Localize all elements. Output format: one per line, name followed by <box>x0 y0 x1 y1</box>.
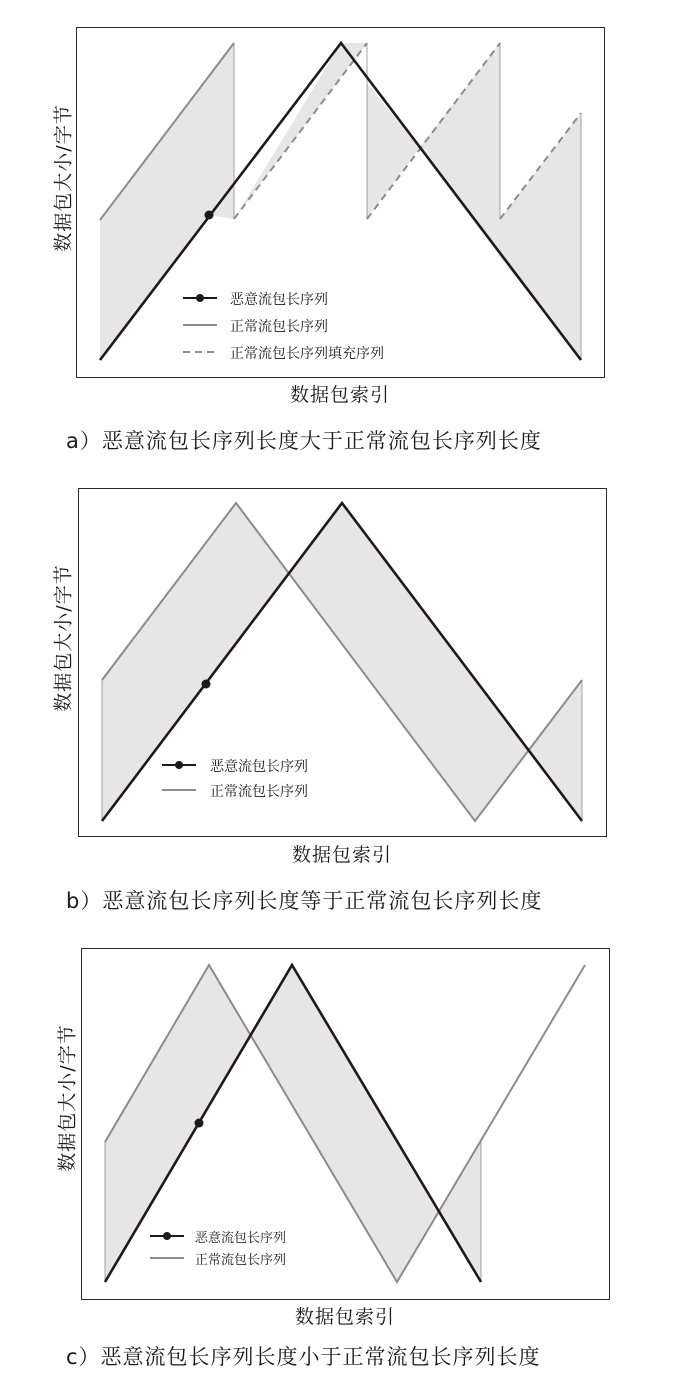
y-axis-label-a: 数据包大小/字节 <box>52 104 75 252</box>
y-axis-label-c: 数据包大小/字节 <box>56 1024 79 1172</box>
shaded-gap-a4 <box>419 43 500 257</box>
legend-marker-malicious-c <box>163 1232 171 1240</box>
legend-label-malicious-c: 恶意流包长序列 <box>195 1231 287 1246</box>
caption-b: b）恶意流包长序列长度等于正常流包长序列长度 <box>66 889 543 913</box>
shaded-gap-a1 <box>100 43 234 360</box>
legend-marker-malicious-b <box>175 761 183 769</box>
x-axis-label-a: 数据包索引 <box>289 384 391 406</box>
caption-a: a）恶意流包长序列长度大于正常流包长序列长度 <box>66 429 542 453</box>
shaded-gap-c1 <box>105 965 251 1282</box>
x-axis-label-c: 数据包索引 <box>294 1306 396 1328</box>
legend-label-padding-a: 正常流包长序列填充序列 <box>230 346 384 362</box>
x-axis-label-b: 数据包索引 <box>291 844 393 866</box>
panel-c-graphics <box>105 965 585 1282</box>
legend-label-malicious-a: 恶意流包长序列 <box>230 292 328 308</box>
shaded-gap-b2 <box>289 503 528 821</box>
legend-marker-malicious-a <box>196 294 204 302</box>
shaded-gap-a3 <box>367 83 419 219</box>
shaded-gap-b3 <box>528 680 582 821</box>
legend-label-normal-a: 正常流包长序列 <box>230 319 328 335</box>
malicious-marker-b <box>202 680 211 689</box>
legend-label-malicious-b: 恶意流包长序列 <box>210 759 308 775</box>
legend-label-normal-c: 正常流包长序列 <box>195 1253 287 1268</box>
shaded-gap-c3 <box>438 1142 481 1282</box>
shaded-gap-b1 <box>102 503 289 821</box>
shaded-gap-a5 <box>500 113 581 360</box>
panel-a-graphics <box>100 43 581 360</box>
malicious-marker-c <box>195 1119 204 1128</box>
shaded-gap-c2 <box>251 965 438 1282</box>
y-axis-label-b: 数据包大小/字节 <box>52 564 75 712</box>
caption-c: c）恶意流包长序列长度小于正常流包长序列长度 <box>66 1345 541 1369</box>
legend-label-normal-b: 正常流包长序列 <box>210 784 308 800</box>
panel-b-graphics <box>102 503 582 821</box>
malicious-marker-a <box>205 211 214 220</box>
